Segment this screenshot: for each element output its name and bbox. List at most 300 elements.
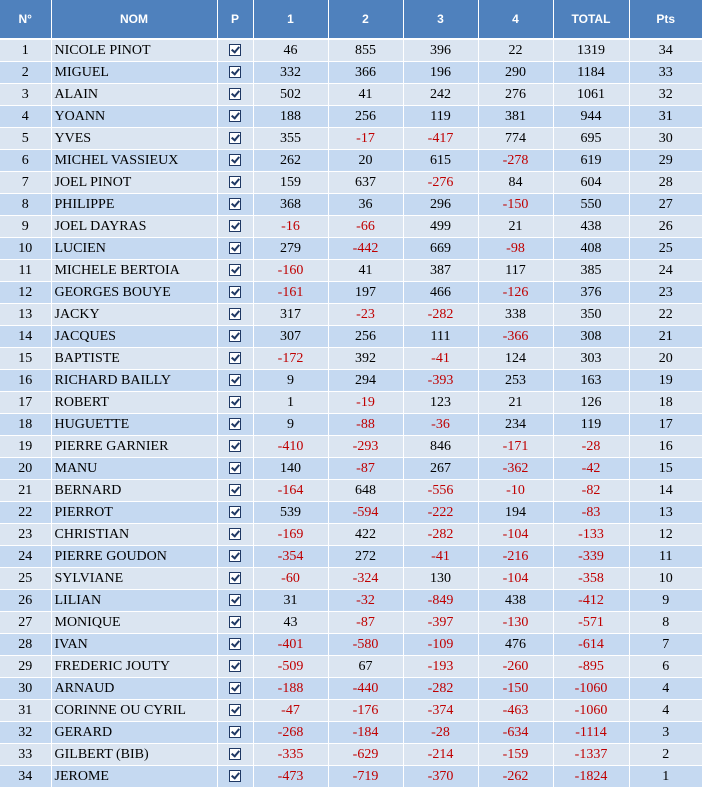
round-3-cell[interactable]: 242 xyxy=(403,84,478,106)
round-4-cell[interactable]: 124 xyxy=(478,348,553,370)
round-1-cell[interactable]: -169 xyxy=(253,524,328,546)
total-cell[interactable]: -1824 xyxy=(553,766,629,788)
header-rank[interactable]: N° xyxy=(0,0,51,39)
name-cell[interactable]: JACKY xyxy=(51,304,217,326)
round-1-cell[interactable]: -16 xyxy=(253,216,328,238)
presence-cell[interactable] xyxy=(217,194,253,216)
round-2-cell[interactable]: -440 xyxy=(328,678,403,700)
rank-cell[interactable]: 24 xyxy=(0,546,51,568)
total-cell[interactable]: -133 xyxy=(553,524,629,546)
round-4-cell[interactable]: 276 xyxy=(478,84,553,106)
round-4-cell[interactable]: 290 xyxy=(478,62,553,84)
round-4-cell[interactable]: -260 xyxy=(478,656,553,678)
checkbox-checked-icon[interactable] xyxy=(229,726,241,738)
round-4-cell[interactable]: 21 xyxy=(478,216,553,238)
round-1-cell[interactable]: 31 xyxy=(253,590,328,612)
name-cell[interactable]: MANU xyxy=(51,458,217,480)
round-2-cell[interactable]: -17 xyxy=(328,128,403,150)
round-2-cell[interactable]: 41 xyxy=(328,260,403,282)
round-1-cell[interactable]: 9 xyxy=(253,414,328,436)
checkbox-checked-icon[interactable] xyxy=(229,550,241,562)
rank-cell[interactable]: 31 xyxy=(0,700,51,722)
rank-cell[interactable]: 11 xyxy=(0,260,51,282)
presence-cell[interactable] xyxy=(217,39,253,62)
round-3-cell[interactable]: -282 xyxy=(403,524,478,546)
round-3-cell[interactable]: 846 xyxy=(403,436,478,458)
round-3-cell[interactable]: 111 xyxy=(403,326,478,348)
round-1-cell[interactable]: 307 xyxy=(253,326,328,348)
total-cell[interactable]: 1061 xyxy=(553,84,629,106)
header-name[interactable]: NOM xyxy=(51,0,217,39)
name-cell[interactable]: PIERRE GOUDON xyxy=(51,546,217,568)
checkbox-checked-icon[interactable] xyxy=(229,352,241,364)
rank-cell[interactable]: 23 xyxy=(0,524,51,546)
round-3-cell[interactable]: -276 xyxy=(403,172,478,194)
round-3-cell[interactable]: 267 xyxy=(403,458,478,480)
points-cell[interactable]: 29 xyxy=(629,150,702,172)
presence-cell[interactable] xyxy=(217,766,253,788)
rank-cell[interactable]: 10 xyxy=(0,238,51,260)
round-1-cell[interactable]: -188 xyxy=(253,678,328,700)
rank-cell[interactable]: 27 xyxy=(0,612,51,634)
checkbox-checked-icon[interactable] xyxy=(229,506,241,518)
checkbox-checked-icon[interactable] xyxy=(229,462,241,474)
name-cell[interactable]: SYLVIANE xyxy=(51,568,217,590)
total-cell[interactable]: 604 xyxy=(553,172,629,194)
header-round-1[interactable]: 1 xyxy=(253,0,328,39)
round-4-cell[interactable]: 253 xyxy=(478,370,553,392)
rank-cell[interactable]: 29 xyxy=(0,656,51,678)
name-cell[interactable]: IVAN xyxy=(51,634,217,656)
round-3-cell[interactable]: -193 xyxy=(403,656,478,678)
name-cell[interactable]: BAPTISTE xyxy=(51,348,217,370)
name-cell[interactable]: FREDERIC JOUTY xyxy=(51,656,217,678)
round-4-cell[interactable]: 476 xyxy=(478,634,553,656)
total-cell[interactable]: 1184 xyxy=(553,62,629,84)
points-cell[interactable]: 12 xyxy=(629,524,702,546)
points-cell[interactable]: 21 xyxy=(629,326,702,348)
name-cell[interactable]: MICHEL VASSIEUX xyxy=(51,150,217,172)
points-cell[interactable]: 24 xyxy=(629,260,702,282)
points-cell[interactable]: 11 xyxy=(629,546,702,568)
round-1-cell[interactable]: -335 xyxy=(253,744,328,766)
round-2-cell[interactable]: -324 xyxy=(328,568,403,590)
presence-cell[interactable] xyxy=(217,436,253,458)
round-4-cell[interactable]: -10 xyxy=(478,480,553,502)
round-2-cell[interactable]: -87 xyxy=(328,458,403,480)
points-cell[interactable]: 15 xyxy=(629,458,702,480)
total-cell[interactable]: -1114 xyxy=(553,722,629,744)
round-1-cell[interactable]: 9 xyxy=(253,370,328,392)
rank-cell[interactable]: 9 xyxy=(0,216,51,238)
round-2-cell[interactable]: 648 xyxy=(328,480,403,502)
round-4-cell[interactable]: 84 xyxy=(478,172,553,194)
presence-cell[interactable] xyxy=(217,744,253,766)
checkbox-checked-icon[interactable] xyxy=(229,66,241,78)
rank-cell[interactable]: 3 xyxy=(0,84,51,106)
round-1-cell[interactable]: 332 xyxy=(253,62,328,84)
checkbox-checked-icon[interactable] xyxy=(229,770,241,782)
checkbox-checked-icon[interactable] xyxy=(229,704,241,716)
round-1-cell[interactable]: 502 xyxy=(253,84,328,106)
checkbox-checked-icon[interactable] xyxy=(229,154,241,166)
checkbox-checked-icon[interactable] xyxy=(229,242,241,254)
checkbox-checked-icon[interactable] xyxy=(229,484,241,496)
checkbox-checked-icon[interactable] xyxy=(229,88,241,100)
round-1-cell[interactable]: -60 xyxy=(253,568,328,590)
presence-cell[interactable] xyxy=(217,722,253,744)
round-2-cell[interactable]: 67 xyxy=(328,656,403,678)
rank-cell[interactable]: 1 xyxy=(0,39,51,62)
round-3-cell[interactable]: -282 xyxy=(403,304,478,326)
name-cell[interactable]: YVES xyxy=(51,128,217,150)
name-cell[interactable]: MONIQUE xyxy=(51,612,217,634)
header-round-2[interactable]: 2 xyxy=(328,0,403,39)
presence-cell[interactable] xyxy=(217,524,253,546)
round-4-cell[interactable]: -104 xyxy=(478,568,553,590)
name-cell[interactable]: HUGUETTE xyxy=(51,414,217,436)
points-cell[interactable]: 14 xyxy=(629,480,702,502)
total-cell[interactable]: 695 xyxy=(553,128,629,150)
total-cell[interactable]: -895 xyxy=(553,656,629,678)
round-3-cell[interactable]: -214 xyxy=(403,744,478,766)
presence-cell[interactable] xyxy=(217,128,253,150)
name-cell[interactable]: ARNAUD xyxy=(51,678,217,700)
rank-cell[interactable]: 12 xyxy=(0,282,51,304)
presence-cell[interactable] xyxy=(217,458,253,480)
round-1-cell[interactable]: 140 xyxy=(253,458,328,480)
presence-cell[interactable] xyxy=(217,700,253,722)
name-cell[interactable]: GILBERT (BIB) xyxy=(51,744,217,766)
name-cell[interactable]: LILIAN xyxy=(51,590,217,612)
points-cell[interactable]: 20 xyxy=(629,348,702,370)
round-1-cell[interactable]: -172 xyxy=(253,348,328,370)
points-cell[interactable]: 10 xyxy=(629,568,702,590)
points-cell[interactable]: 6 xyxy=(629,656,702,678)
total-cell[interactable]: -412 xyxy=(553,590,629,612)
round-1-cell[interactable]: 262 xyxy=(253,150,328,172)
checkbox-checked-icon[interactable] xyxy=(229,286,241,298)
round-4-cell[interactable]: 234 xyxy=(478,414,553,436)
round-1-cell[interactable]: 1 xyxy=(253,392,328,414)
checkbox-checked-icon[interactable] xyxy=(229,638,241,650)
round-1-cell[interactable]: 188 xyxy=(253,106,328,128)
total-cell[interactable]: -571 xyxy=(553,612,629,634)
round-4-cell[interactable]: 21 xyxy=(478,392,553,414)
presence-cell[interactable] xyxy=(217,678,253,700)
round-4-cell[interactable]: -104 xyxy=(478,524,553,546)
round-4-cell[interactable]: 338 xyxy=(478,304,553,326)
round-1-cell[interactable]: 317 xyxy=(253,304,328,326)
rank-cell[interactable]: 8 xyxy=(0,194,51,216)
checkbox-checked-icon[interactable] xyxy=(229,198,241,210)
points-cell[interactable]: 1 xyxy=(629,766,702,788)
round-2-cell[interactable]: -719 xyxy=(328,766,403,788)
round-1-cell[interactable]: -268 xyxy=(253,722,328,744)
round-2-cell[interactable]: -594 xyxy=(328,502,403,524)
rank-cell[interactable]: 26 xyxy=(0,590,51,612)
points-cell[interactable]: 4 xyxy=(629,700,702,722)
round-3-cell[interactable]: -397 xyxy=(403,612,478,634)
presence-cell[interactable] xyxy=(217,172,253,194)
rank-cell[interactable]: 19 xyxy=(0,436,51,458)
points-cell[interactable]: 34 xyxy=(629,39,702,62)
rank-cell[interactable]: 34 xyxy=(0,766,51,788)
round-4-cell[interactable]: 381 xyxy=(478,106,553,128)
round-4-cell[interactable]: -126 xyxy=(478,282,553,304)
header-presence[interactable]: P xyxy=(217,0,253,39)
rank-cell[interactable]: 16 xyxy=(0,370,51,392)
points-cell[interactable]: 3 xyxy=(629,722,702,744)
round-3-cell[interactable]: 396 xyxy=(403,39,478,62)
total-cell[interactable]: 944 xyxy=(553,106,629,128)
total-cell[interactable]: -614 xyxy=(553,634,629,656)
round-3-cell[interactable]: 466 xyxy=(403,282,478,304)
presence-cell[interactable] xyxy=(217,84,253,106)
presence-cell[interactable] xyxy=(217,348,253,370)
round-2-cell[interactable]: 366 xyxy=(328,62,403,84)
round-3-cell[interactable]: -370 xyxy=(403,766,478,788)
points-cell[interactable]: 17 xyxy=(629,414,702,436)
presence-cell[interactable] xyxy=(217,414,253,436)
round-4-cell[interactable]: -634 xyxy=(478,722,553,744)
rank-cell[interactable]: 6 xyxy=(0,150,51,172)
round-2-cell[interactable]: 422 xyxy=(328,524,403,546)
round-2-cell[interactable]: -580 xyxy=(328,634,403,656)
name-cell[interactable]: NICOLE PINOT xyxy=(51,39,217,62)
total-cell[interactable]: -42 xyxy=(553,458,629,480)
name-cell[interactable]: BERNARD xyxy=(51,480,217,502)
presence-cell[interactable] xyxy=(217,656,253,678)
round-2-cell[interactable]: 256 xyxy=(328,326,403,348)
presence-cell[interactable] xyxy=(217,326,253,348)
name-cell[interactable]: CORINNE OU CYRIL xyxy=(51,700,217,722)
name-cell[interactable]: ROBERT xyxy=(51,392,217,414)
points-cell[interactable]: 23 xyxy=(629,282,702,304)
checkbox-checked-icon[interactable] xyxy=(229,572,241,584)
checkbox-checked-icon[interactable] xyxy=(229,374,241,386)
total-cell[interactable]: 308 xyxy=(553,326,629,348)
total-cell[interactable]: 1319 xyxy=(553,39,629,62)
total-cell[interactable]: -1060 xyxy=(553,678,629,700)
round-4-cell[interactable]: -216 xyxy=(478,546,553,568)
checkbox-checked-icon[interactable] xyxy=(229,220,241,232)
round-4-cell[interactable]: 22 xyxy=(478,39,553,62)
presence-cell[interactable] xyxy=(217,216,253,238)
round-4-cell[interactable]: -171 xyxy=(478,436,553,458)
round-1-cell[interactable]: -160 xyxy=(253,260,328,282)
points-cell[interactable]: 22 xyxy=(629,304,702,326)
checkbox-checked-icon[interactable] xyxy=(229,594,241,606)
rank-cell[interactable]: 14 xyxy=(0,326,51,348)
name-cell[interactable]: RICHARD BAILLY xyxy=(51,370,217,392)
round-2-cell[interactable]: -88 xyxy=(328,414,403,436)
checkbox-checked-icon[interactable] xyxy=(229,616,241,628)
rank-cell[interactable]: 7 xyxy=(0,172,51,194)
points-cell[interactable]: 26 xyxy=(629,216,702,238)
total-cell[interactable]: -1060 xyxy=(553,700,629,722)
round-3-cell[interactable]: 669 xyxy=(403,238,478,260)
round-3-cell[interactable]: 119 xyxy=(403,106,478,128)
round-3-cell[interactable]: -374 xyxy=(403,700,478,722)
header-round-3[interactable]: 3 xyxy=(403,0,478,39)
round-4-cell[interactable]: -262 xyxy=(478,766,553,788)
round-1-cell[interactable]: 159 xyxy=(253,172,328,194)
round-3-cell[interactable]: 499 xyxy=(403,216,478,238)
rank-cell[interactable]: 33 xyxy=(0,744,51,766)
presence-cell[interactable] xyxy=(217,480,253,502)
round-3-cell[interactable]: 196 xyxy=(403,62,478,84)
round-1-cell[interactable]: -164 xyxy=(253,480,328,502)
total-cell[interactable]: 550 xyxy=(553,194,629,216)
round-2-cell[interactable]: 36 xyxy=(328,194,403,216)
total-cell[interactable]: 376 xyxy=(553,282,629,304)
round-2-cell[interactable]: -66 xyxy=(328,216,403,238)
round-3-cell[interactable]: -41 xyxy=(403,348,478,370)
rank-cell[interactable]: 13 xyxy=(0,304,51,326)
round-3-cell[interactable]: 387 xyxy=(403,260,478,282)
round-1-cell[interactable]: -161 xyxy=(253,282,328,304)
round-1-cell[interactable]: -509 xyxy=(253,656,328,678)
total-cell[interactable]: -82 xyxy=(553,480,629,502)
rank-cell[interactable]: 17 xyxy=(0,392,51,414)
name-cell[interactable]: GEORGES BOUYE xyxy=(51,282,217,304)
total-cell[interactable]: 385 xyxy=(553,260,629,282)
round-2-cell[interactable]: -442 xyxy=(328,238,403,260)
round-3-cell[interactable]: 130 xyxy=(403,568,478,590)
presence-cell[interactable] xyxy=(217,150,253,172)
round-2-cell[interactable]: 855 xyxy=(328,39,403,62)
presence-cell[interactable] xyxy=(217,392,253,414)
round-2-cell[interactable]: -293 xyxy=(328,436,403,458)
round-1-cell[interactable]: -473 xyxy=(253,766,328,788)
total-cell[interactable]: 126 xyxy=(553,392,629,414)
rank-cell[interactable]: 32 xyxy=(0,722,51,744)
round-4-cell[interactable]: -150 xyxy=(478,194,553,216)
points-cell[interactable]: 13 xyxy=(629,502,702,524)
checkbox-checked-icon[interactable] xyxy=(229,176,241,188)
round-2-cell[interactable]: 20 xyxy=(328,150,403,172)
checkbox-checked-icon[interactable] xyxy=(229,396,241,408)
points-cell[interactable]: 9 xyxy=(629,590,702,612)
total-cell[interactable]: -358 xyxy=(553,568,629,590)
points-cell[interactable]: 7 xyxy=(629,634,702,656)
rank-cell[interactable]: 5 xyxy=(0,128,51,150)
total-cell[interactable]: 303 xyxy=(553,348,629,370)
name-cell[interactable]: CHRISTIAN xyxy=(51,524,217,546)
round-2-cell[interactable]: -176 xyxy=(328,700,403,722)
points-cell[interactable]: 32 xyxy=(629,84,702,106)
round-1-cell[interactable]: 368 xyxy=(253,194,328,216)
points-cell[interactable]: 19 xyxy=(629,370,702,392)
presence-cell[interactable] xyxy=(217,62,253,84)
presence-cell[interactable] xyxy=(217,612,253,634)
header-points[interactable]: Pts xyxy=(629,0,702,39)
round-1-cell[interactable]: 539 xyxy=(253,502,328,524)
round-4-cell[interactable]: -159 xyxy=(478,744,553,766)
round-3-cell[interactable]: -109 xyxy=(403,634,478,656)
round-2-cell[interactable]: 41 xyxy=(328,84,403,106)
name-cell[interactable]: YOANN xyxy=(51,106,217,128)
round-1-cell[interactable]: 355 xyxy=(253,128,328,150)
rank-cell[interactable]: 25 xyxy=(0,568,51,590)
presence-cell[interactable] xyxy=(217,304,253,326)
rank-cell[interactable]: 15 xyxy=(0,348,51,370)
presence-cell[interactable] xyxy=(217,370,253,392)
round-1-cell[interactable]: -410 xyxy=(253,436,328,458)
round-1-cell[interactable]: -354 xyxy=(253,546,328,568)
round-2-cell[interactable]: -32 xyxy=(328,590,403,612)
points-cell[interactable]: 4 xyxy=(629,678,702,700)
round-3-cell[interactable]: -28 xyxy=(403,722,478,744)
presence-cell[interactable] xyxy=(217,590,253,612)
round-2-cell[interactable]: 637 xyxy=(328,172,403,194)
checkbox-checked-icon[interactable] xyxy=(229,264,241,276)
rank-cell[interactable]: 22 xyxy=(0,502,51,524)
round-4-cell[interactable]: -463 xyxy=(478,700,553,722)
round-3-cell[interactable]: -556 xyxy=(403,480,478,502)
round-3-cell[interactable]: -393 xyxy=(403,370,478,392)
presence-cell[interactable] xyxy=(217,634,253,656)
presence-cell[interactable] xyxy=(217,546,253,568)
round-2-cell[interactable]: -629 xyxy=(328,744,403,766)
name-cell[interactable]: PIERROT xyxy=(51,502,217,524)
round-2-cell[interactable]: -23 xyxy=(328,304,403,326)
name-cell[interactable]: JOEL PINOT xyxy=(51,172,217,194)
round-3-cell[interactable]: -36 xyxy=(403,414,478,436)
round-3-cell[interactable]: 615 xyxy=(403,150,478,172)
name-cell[interactable]: JOEL DAYRAS xyxy=(51,216,217,238)
rank-cell[interactable]: 4 xyxy=(0,106,51,128)
total-cell[interactable]: 163 xyxy=(553,370,629,392)
round-2-cell[interactable]: 197 xyxy=(328,282,403,304)
name-cell[interactable]: PIERRE GARNIER xyxy=(51,436,217,458)
checkbox-checked-icon[interactable] xyxy=(229,660,241,672)
points-cell[interactable]: 30 xyxy=(629,128,702,150)
round-4-cell[interactable]: -366 xyxy=(478,326,553,348)
checkbox-checked-icon[interactable] xyxy=(229,528,241,540)
checkbox-checked-icon[interactable] xyxy=(229,682,241,694)
name-cell[interactable]: ALAIN xyxy=(51,84,217,106)
presence-cell[interactable] xyxy=(217,568,253,590)
round-2-cell[interactable]: 272 xyxy=(328,546,403,568)
points-cell[interactable]: 8 xyxy=(629,612,702,634)
round-4-cell[interactable]: -278 xyxy=(478,150,553,172)
round-4-cell[interactable]: -130 xyxy=(478,612,553,634)
name-cell[interactable]: MICHELE BERTOIA xyxy=(51,260,217,282)
checkbox-checked-icon[interactable] xyxy=(229,44,241,56)
rank-cell[interactable]: 18 xyxy=(0,414,51,436)
total-cell[interactable]: -339 xyxy=(553,546,629,568)
total-cell[interactable]: -1337 xyxy=(553,744,629,766)
round-4-cell[interactable]: 117 xyxy=(478,260,553,282)
round-4-cell[interactable]: 774 xyxy=(478,128,553,150)
name-cell[interactable]: MIGUEL xyxy=(51,62,217,84)
checkbox-checked-icon[interactable] xyxy=(229,418,241,430)
presence-cell[interactable] xyxy=(217,238,253,260)
total-cell[interactable]: 619 xyxy=(553,150,629,172)
round-4-cell[interactable]: 194 xyxy=(478,502,553,524)
name-cell[interactable]: LUCIEN xyxy=(51,238,217,260)
round-2-cell[interactable]: -19 xyxy=(328,392,403,414)
points-cell[interactable]: 31 xyxy=(629,106,702,128)
total-cell[interactable]: 438 xyxy=(553,216,629,238)
round-4-cell[interactable]: -362 xyxy=(478,458,553,480)
checkbox-checked-icon[interactable] xyxy=(229,330,241,342)
round-2-cell[interactable]: -184 xyxy=(328,722,403,744)
header-total[interactable]: TOTAL xyxy=(553,0,629,39)
round-1-cell[interactable]: 43 xyxy=(253,612,328,634)
